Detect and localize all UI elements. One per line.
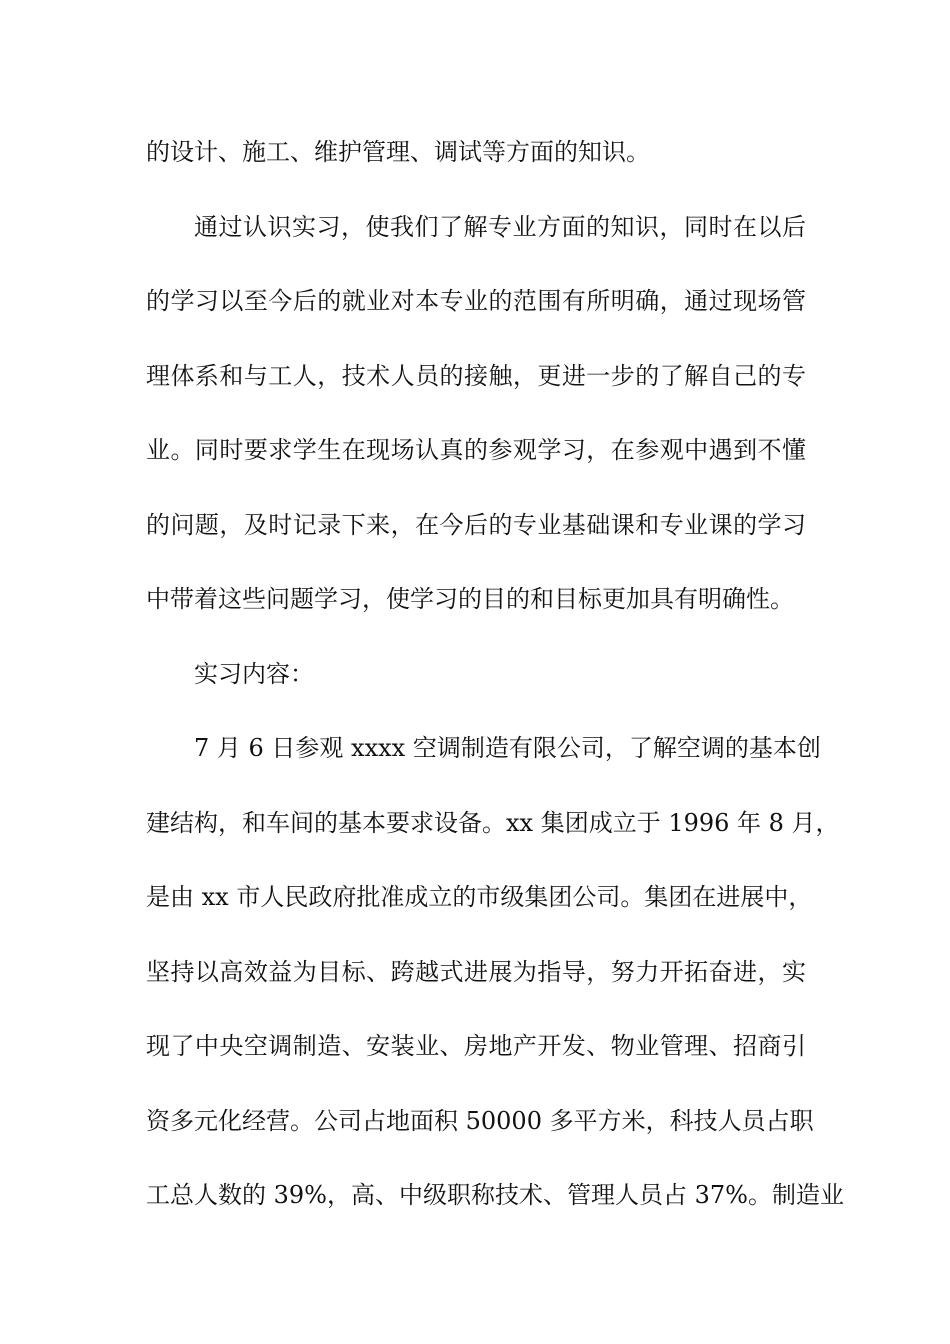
text-line: 理体系和与工人，技术人员的接触，更进一步的了解自己的专 bbox=[146, 362, 806, 390]
text-line: 的设计、施工、维护管理、调试等方面的知识。 bbox=[146, 138, 650, 166]
text-line: 中带着这些问题学习，使学习的目的和目标更加具有明确性。 bbox=[146, 585, 794, 613]
text-line: 业。同时要求学生在现场认真的参观学习，在参观中遇到不懂 bbox=[146, 436, 806, 464]
text-line: 是由 xx 市人民政府批准成立的市级集团公司。集团在进展中， bbox=[146, 883, 813, 911]
text-line: 的学习以至今后的就业对本专业的范围有所明确，通过现场管 bbox=[146, 287, 806, 315]
text-line: 的问题，及时记录下来，在今后的专业基础课和专业课的学习 bbox=[146, 511, 806, 539]
section-heading: 实习内容： bbox=[194, 660, 314, 688]
text-line: 现了中央空调制造、安装业、房地产开发、物业管理、招商引 bbox=[146, 1032, 806, 1060]
text-line: 工总人数的 39%，高、中级职称技术、管理人员占 37%。制造业 bbox=[146, 1181, 844, 1209]
text-line: 建结构，和车间的基本要求设备。xx 集团成立于 1996 年 8 月， bbox=[146, 809, 840, 837]
text-line: 资多元化经营。公司占地面积 50000 多平方米，科技人员占职 bbox=[146, 1107, 814, 1135]
paragraph-start-line: 通过认识实习，使我们了解专业方面的知识，同时在以后 bbox=[194, 213, 806, 241]
paragraph-start-line: 7 月 6 日参观 xxxx 空调制造有限公司，了解空调的基本创 bbox=[194, 734, 821, 762]
text-line: 坚持以高效益为目标、跨越式进展为指导，努力开拓奋进，实 bbox=[146, 958, 806, 986]
